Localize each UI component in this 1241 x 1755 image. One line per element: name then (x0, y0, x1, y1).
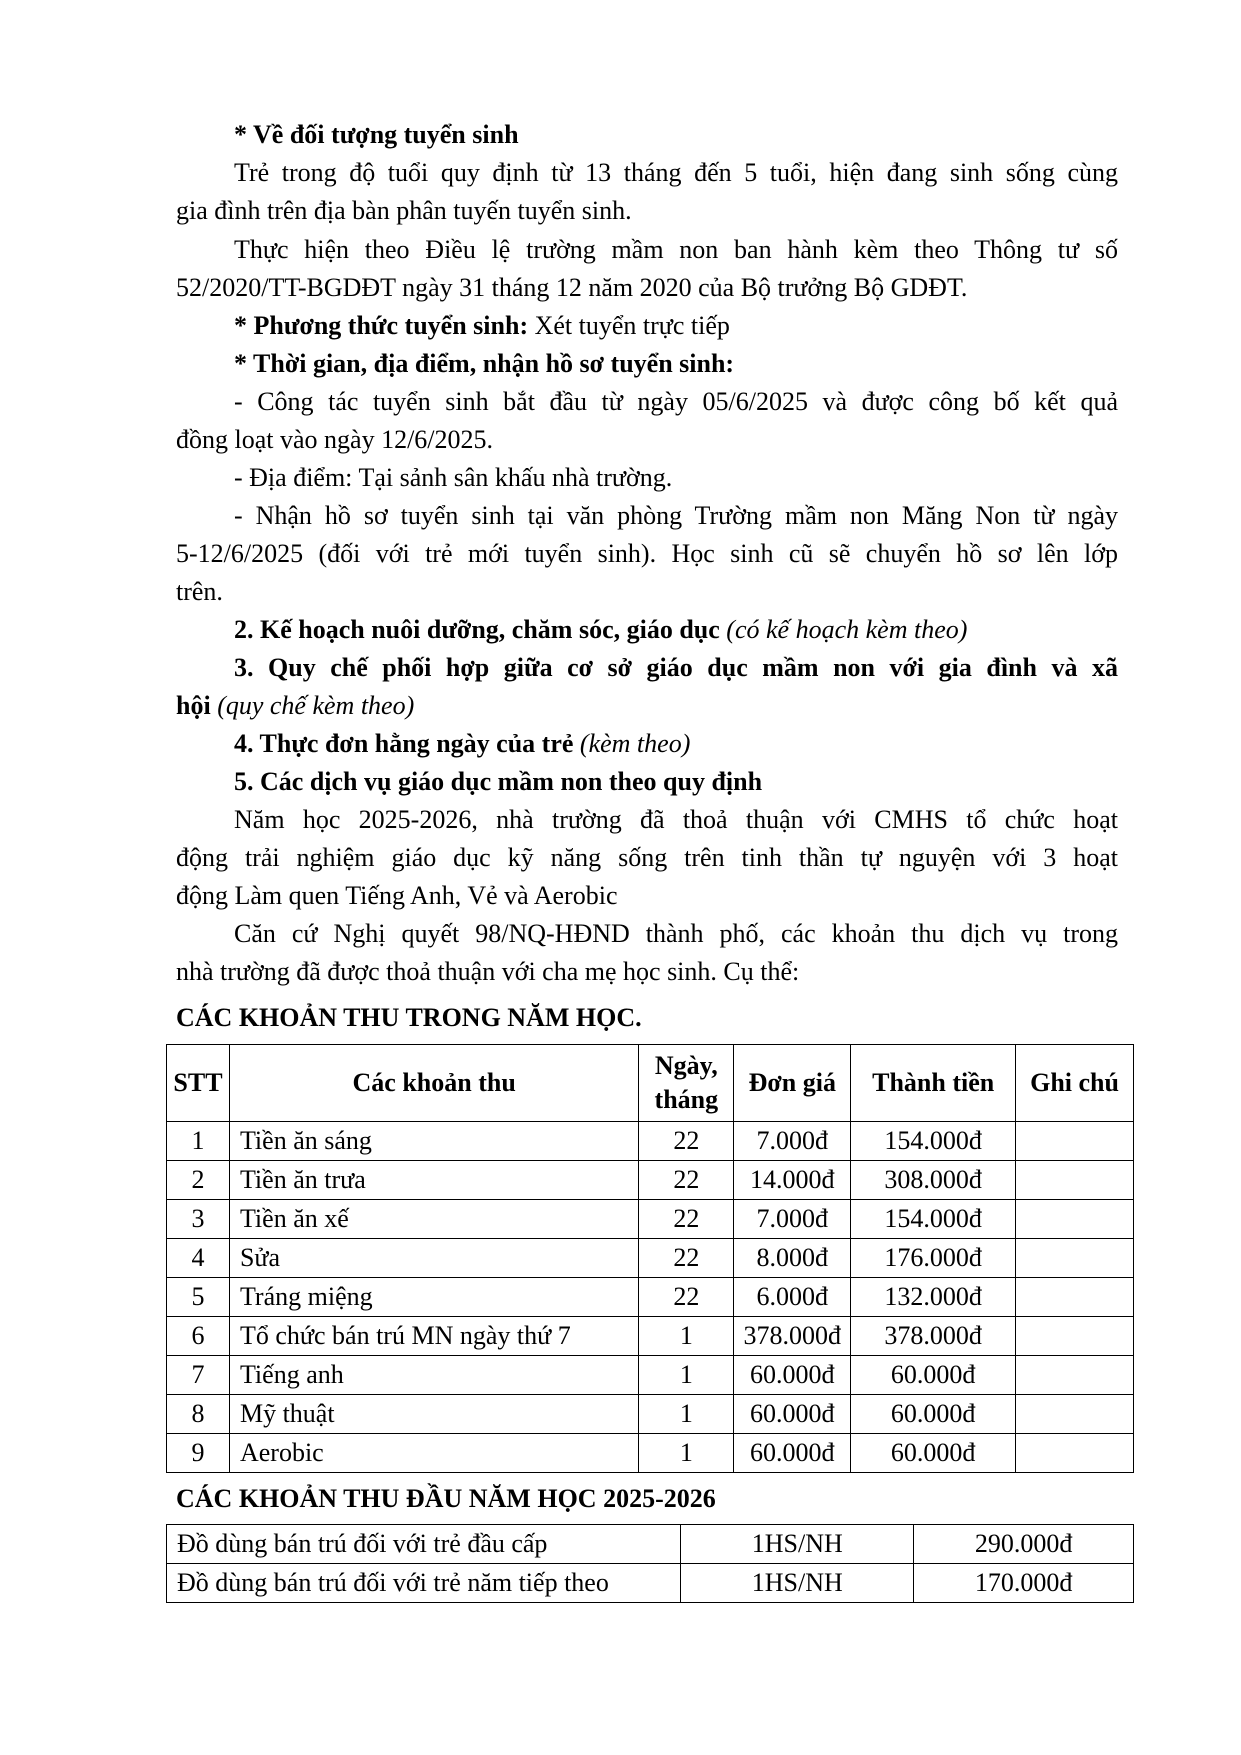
table-2-title: CÁC KHOẢN THU ĐẦU NĂM HỌC 2025-2026 (176, 1484, 716, 1513)
table-row (167, 1356, 1134, 1395)
khoan-thu-dau-nam-table (166, 1524, 1134, 1603)
ho-so-text-line: 5-12/6/2025 (đối với trẻ mới tuyển sinh). Học sinh cũ sẽ chuyển hồ sơ lên lớp (176, 539, 1118, 568)
table-row (167, 1317, 1134, 1356)
table-row (167, 1278, 1134, 1317)
thoi-gian-text-line: - Công tác tuyển sinh bắt đầu từ ngày 05/6/2025 và được công bố kết quả (234, 387, 1118, 416)
cell-ngay-thang: 22 (639, 1161, 734, 1200)
phuong-thuc-line (234, 307, 1118, 345)
cell-thanh-tien: 60.000đ (851, 1395, 1016, 1434)
cell-stt: 7 (167, 1356, 230, 1395)
cell-khoan-thu: Đồ dùng bán trú đối với trẻ năm tiếp theo (167, 1564, 681, 1603)
cell-ngay-thang: 1 (639, 1356, 734, 1395)
dieu-le-text-line: Thực hiện theo Điều lệ trường mầm non ban hành kèm theo Thông tư số (234, 235, 1118, 264)
section-5-text-line: nhà trường đã được thoả thuận với cha mẹ học sinh. Cụ thể: (176, 957, 800, 986)
section-5-text-line: động trải nghiệm giáo dục kỹ năng sống trên tinh thần tự nguyện với 3 hoạt (176, 843, 1118, 872)
section-4-line (234, 725, 1118, 763)
cell-khoan-thu: Tổ chức bán trú MN ngày thứ 7 (229, 1317, 638, 1356)
table-header-row (167, 1045, 1134, 1122)
cell-don-gia: 60.000đ (734, 1356, 851, 1395)
cell-ghi-chu (1016, 1317, 1134, 1356)
cell-khoan-thu: Mỹ thuật (229, 1395, 638, 1434)
cell-khoan-thu: Tiền ăn trưa (229, 1161, 638, 1200)
table-row (167, 1122, 1134, 1161)
cell-ghi-chu (1016, 1200, 1134, 1239)
cell-ngay-thang: 22 (639, 1278, 734, 1317)
section-3-line (176, 687, 1118, 725)
cell-thanh-tien: 60.000đ (851, 1434, 1016, 1473)
cell-ghi-chu (1016, 1161, 1134, 1200)
cell-thanh-tien: 132.000đ (851, 1278, 1016, 1317)
cell-ghi-chu (1016, 1278, 1134, 1317)
section-5-text-line: Căn cứ Nghị quyết 98/NQ-HĐND thành phố, các khoản thu dịch vụ trong (234, 919, 1118, 948)
cell-khoan-thu: Tiền ăn sáng (229, 1122, 638, 1161)
cell-don-gia: 7.000đ (734, 1122, 851, 1161)
cell-ngay-thang: 22 (639, 1122, 734, 1161)
cell-thanh-tien: 60.000đ (851, 1356, 1016, 1395)
cell-stt: 5 (167, 1278, 230, 1317)
table-row (167, 1200, 1134, 1239)
cell-don-gia: 7.000đ (734, 1200, 851, 1239)
header-thanh-tien: Thành tiền (851, 1045, 1016, 1122)
cell-ngay-thang: 22 (639, 1239, 734, 1278)
cell-khoan-thu: Sửa (229, 1239, 638, 1278)
cell-don-gia: 8.000đ (734, 1239, 851, 1278)
doi-tuong-text-line: Trẻ trong độ tuổi quy định từ 13 tháng đến 5 tuổi, hiện đang sinh sống cùng (234, 158, 1118, 187)
cell-ngay-thang: 1 (639, 1434, 734, 1473)
phuong-thuc-label: * Phương thức tuyển sinh: (234, 311, 529, 340)
doi-tuong-text-line: gia đình trên địa bàn phân tuyến tuyển sinh. (176, 196, 632, 225)
cell-ghi-chu (1016, 1122, 1134, 1161)
header-ngay-thang: Ngày, tháng (639, 1045, 734, 1122)
phuong-thuc-value: Xét tuyển trực tiếp (528, 311, 730, 340)
cell-khoan-thu: Tiền ăn xế (229, 1200, 638, 1239)
ho-so-text-line: - Nhận hồ sơ tuyển sinh tại văn phòng Trường mầm non Măng Non từ ngày (234, 501, 1118, 530)
thoi-gian-heading: * Thời gian, địa điểm, nhận hồ sơ tuyển sinh: (234, 349, 735, 378)
cell-stt: 8 (167, 1395, 230, 1434)
cell-stt: 6 (167, 1317, 230, 1356)
cell-khoan-thu: Tráng miệng (229, 1278, 638, 1317)
cell-don-gia: 60.000đ (734, 1434, 851, 1473)
cell-ngay-thang: 1 (639, 1317, 734, 1356)
header-khoan-thu: Các khoản thu (229, 1045, 638, 1122)
cell-thanh-tien: 308.000đ (851, 1161, 1016, 1200)
table-row (167, 1525, 1134, 1564)
cell-ngay-thang: 22 (639, 1200, 734, 1239)
cell-thanh-tien: 378.000đ (851, 1317, 1016, 1356)
cell-don-vi: 1HS/NH (681, 1564, 914, 1603)
section-3-heading-end: hội (176, 691, 211, 720)
cell-don-gia: 60.000đ (734, 1395, 851, 1434)
cell-stt: 1 (167, 1122, 230, 1161)
cell-don-gia: 6.000đ (734, 1278, 851, 1317)
section-2-line (234, 611, 1118, 649)
table-1-title: CÁC KHOẢN THU TRONG NĂM HỌC. (176, 1003, 642, 1032)
cell-so-tien: 170.000đ (914, 1564, 1134, 1603)
dia-diem-line: - Địa điểm: Tại sảnh sân khấu nhà trường. (234, 463, 673, 492)
cell-ghi-chu (1016, 1356, 1134, 1395)
section-4-heading: 4. Thực đơn hằng ngày của trẻ (234, 729, 574, 758)
cell-ngay-thang: 1 (639, 1395, 734, 1434)
header-don-gia: Đơn giá (734, 1045, 851, 1122)
cell-stt: 2 (167, 1161, 230, 1200)
section-5-heading: 5. Các dịch vụ giáo dục mầm non theo quy định (234, 767, 763, 796)
cell-thanh-tien: 154.000đ (851, 1200, 1016, 1239)
cell-thanh-tien: 154.000đ (851, 1122, 1016, 1161)
cell-ghi-chu (1016, 1239, 1134, 1278)
ho-so-text-line: trên. (176, 577, 223, 606)
table-row (167, 1434, 1134, 1473)
cell-thanh-tien: 176.000đ (851, 1239, 1016, 1278)
section-2-note: (có kế hoạch kèm theo) (719, 615, 968, 644)
table-row (167, 1395, 1134, 1434)
dieu-le-text-line: 52/2020/TT-BGDĐT ngày 31 tháng 12 năm 2020 của Bộ trưởng Bộ GDĐT. (176, 273, 968, 302)
header-ghi-chu: Ghi chú (1016, 1045, 1134, 1122)
cell-stt: 9 (167, 1434, 230, 1473)
cell-don-gia: 378.000đ (734, 1317, 851, 1356)
header-stt: STT (167, 1045, 230, 1122)
cell-khoan-thu: Tiếng anh (229, 1356, 638, 1395)
section-3-heading-line: 3. Quy chế phối hợp giữa cơ sở giáo dục mầm non với gia đình và xã (234, 653, 1118, 682)
section-4-note: (kèm theo) (573, 729, 691, 758)
cell-ghi-chu (1016, 1434, 1134, 1473)
table-row (167, 1564, 1134, 1603)
section-3-note: (quy chế kèm theo) (210, 691, 415, 720)
cell-stt: 4 (167, 1239, 230, 1278)
cell-khoan-thu: Đồ dùng bán trú đối với trẻ đầu cấp (167, 1525, 681, 1564)
table-row (167, 1239, 1134, 1278)
cell-don-gia: 14.000đ (734, 1161, 851, 1200)
khoan-thu-table (166, 1044, 1134, 1473)
cell-khoan-thu: Aerobic (229, 1434, 638, 1473)
doi-tuong-heading: * Về đối tượng tuyển sinh (234, 120, 519, 149)
section-2-heading: 2. Kế hoạch nuôi dưỡng, chăm sóc, giáo dục (234, 615, 720, 644)
section-5-text-line: Năm học 2025-2026, nhà trường đã thoả thuận với CMHS tổ chức hoạt (234, 805, 1118, 834)
cell-so-tien: 290.000đ (914, 1525, 1134, 1564)
cell-don-vi: 1HS/NH (681, 1525, 914, 1564)
table-row (167, 1161, 1134, 1200)
cell-ghi-chu (1016, 1395, 1134, 1434)
section-5-text-line: động Làm quen Tiếng Anh, Vẻ và Aerobic (176, 881, 618, 910)
cell-stt: 3 (167, 1200, 230, 1239)
thoi-gian-text-line: đồng loạt vào ngày 12/6/2025. (176, 425, 494, 454)
